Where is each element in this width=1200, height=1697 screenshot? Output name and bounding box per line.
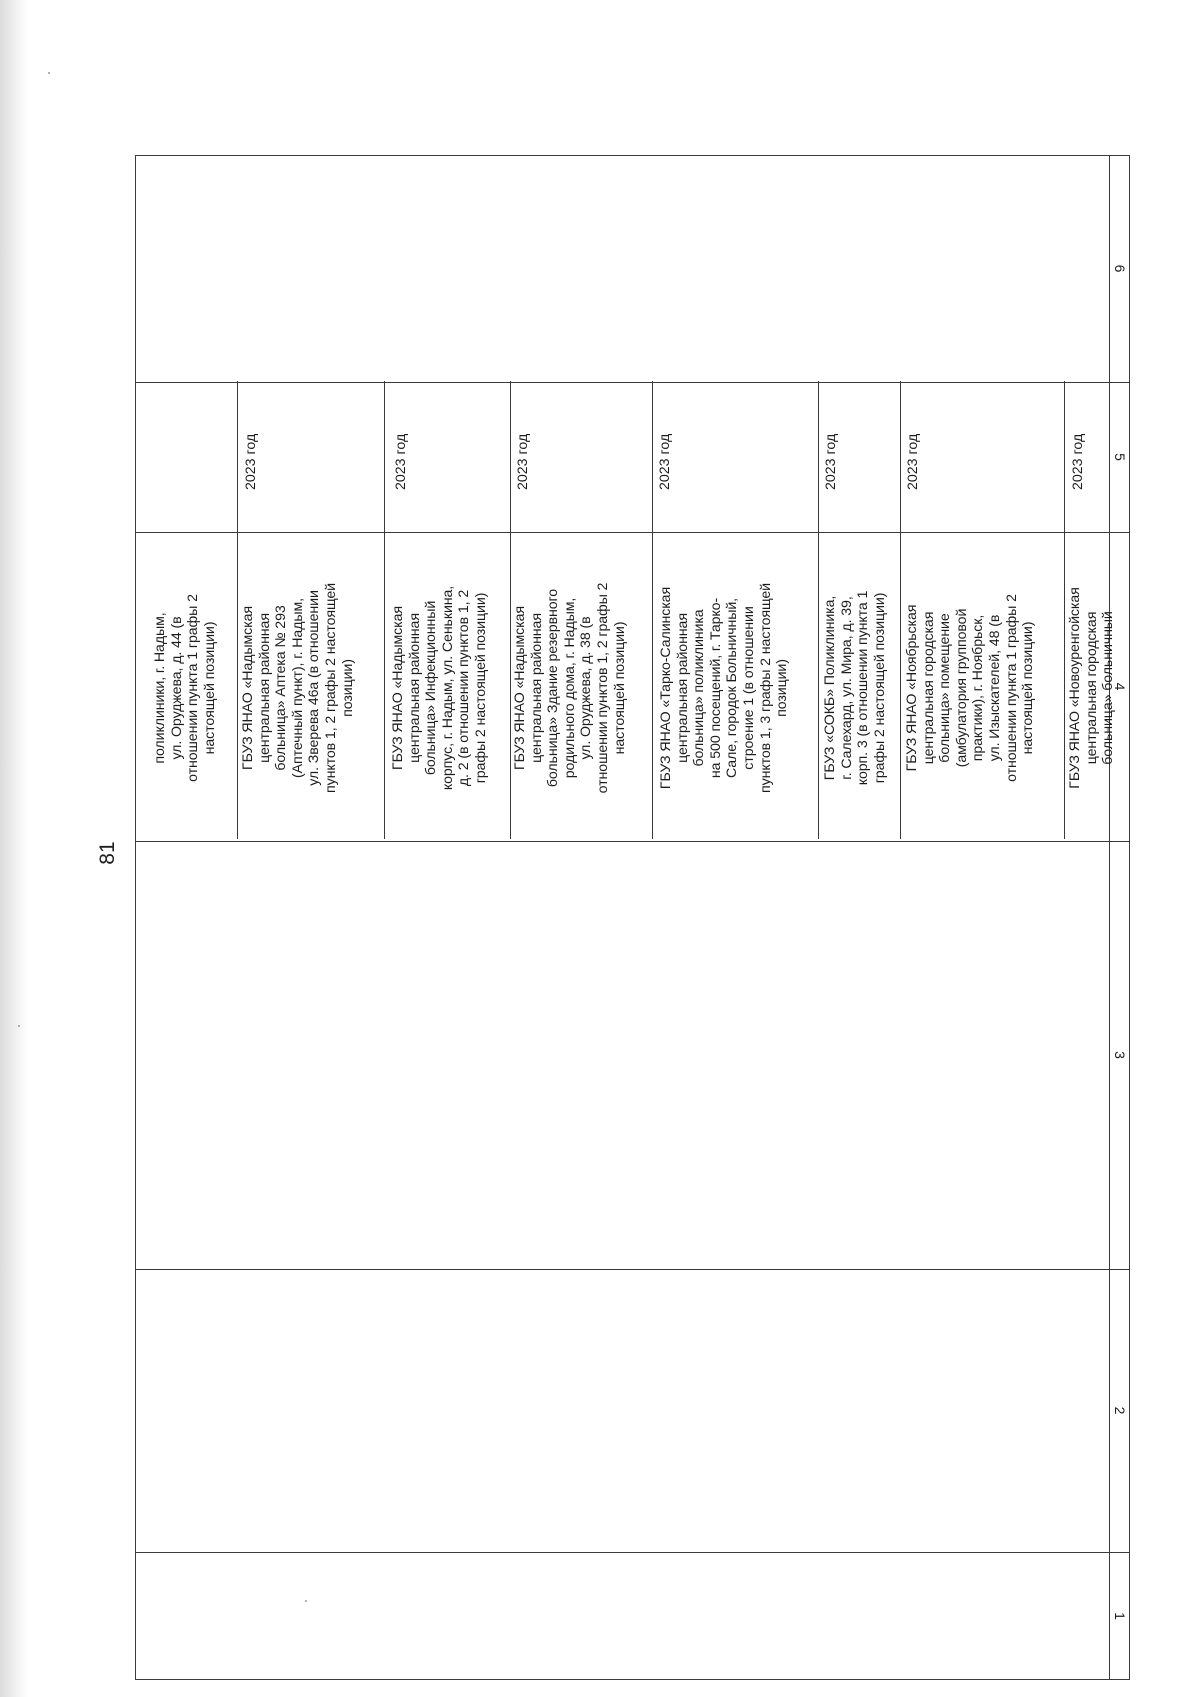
col-divider <box>135 1269 1130 1270</box>
column-number: 5 <box>1112 453 1128 461</box>
row-divider <box>818 381 819 839</box>
table-cell-year: 2023 год <box>243 433 259 490</box>
row-divider <box>1064 381 1065 839</box>
table-cell-year: 2023 год <box>905 433 921 490</box>
row-divider <box>510 381 511 839</box>
column-number: 1 <box>1112 1612 1128 1620</box>
row-divider <box>652 381 653 839</box>
table-cell-object: ГБУЗ ЯНАО «Надымская центральная районная больница» Здание резервного родильного дома, г. Надым, ул. Оруджева, д. 38 (в отношении пунктов 1, 2 графы 2 настоящей позиции) <box>512 582 628 794</box>
page-number: 81 <box>96 841 119 865</box>
table-cell-object: ГБУЗ ЯНАО «Ноябрьская центральная городская больница» помещение (амбулатория групповой практики), г. Ноябрьск, ул. Изыскателей, 48 (в отношении пункта 1 графы 2 настоящей позиции) <box>904 594 1037 782</box>
column-number: 6 <box>1112 264 1128 273</box>
table-border <box>135 155 1130 1680</box>
scan-edge-shadow <box>0 0 28 1697</box>
table-cell-object: ГБУЗ ЯНАО «Новоуренгойская центральная городская больница» больничный <box>1067 587 1117 789</box>
table-cell-year: 2023 год <box>393 433 409 490</box>
col-divider <box>135 841 1130 842</box>
row-divider <box>900 381 901 839</box>
scan-speck <box>18 1025 20 1027</box>
row-divider <box>237 381 238 839</box>
column-number: 2 <box>1112 1406 1128 1415</box>
col-divider <box>135 1552 1130 1553</box>
table-cell-object: ГБУЗ ЯНАО «Надымская центральная районная больница» Аптека № 293 (Аптечный пункт), г. Надым, ул. Зверева 46а (в отношении пунктов 1, 2 графы 2 настоящей позиции) <box>240 583 356 793</box>
table-cell-year: 2023 год <box>823 433 839 490</box>
table-cell-year: 2023 год <box>657 433 673 490</box>
table-cell-object: ГБУЗ ЯНАО «Тарко-Салинская центральная районная больница» поликлиника на 500 посещений, г. Тарко- Сале, городок Больничный, строение 1 (в отношении пунктов 1, 3 графы 2 настоящей позиции) <box>658 583 791 793</box>
column-number: 3 <box>1112 1051 1128 1059</box>
col-divider <box>135 532 1130 533</box>
table-cell-year: 2023 год <box>1070 433 1086 490</box>
rotated-table <box>135 155 1130 1680</box>
table-cell-object: поликлиники, г. Надым, ул. Оруджева, д. 44 (в отношении пункта 1 графы 2 настоящей позиции) <box>152 594 218 782</box>
table-cell-object: ГБУЗ ЯНАО «Надымская центральная районная больница» Инфекционный корпус, г. Надым, ул. Сенькина, д. 2 (в отношении пунктов 1, 2 графы 2 настоящей позиции) <box>390 585 489 791</box>
col-divider <box>135 382 1130 383</box>
row-divider <box>384 381 385 839</box>
column-number: 4 <box>1112 682 1128 691</box>
table-cell-year: 2023 год <box>515 433 531 490</box>
table-cell-object: ГБУЗ «СОКБ» Поликлиника, г. Салехард, ул. Мира, д. 39, корп. 3 (в отношении пункта 1 графы 2 настоящей позиции) <box>822 590 888 786</box>
scan-speck <box>48 72 50 74</box>
